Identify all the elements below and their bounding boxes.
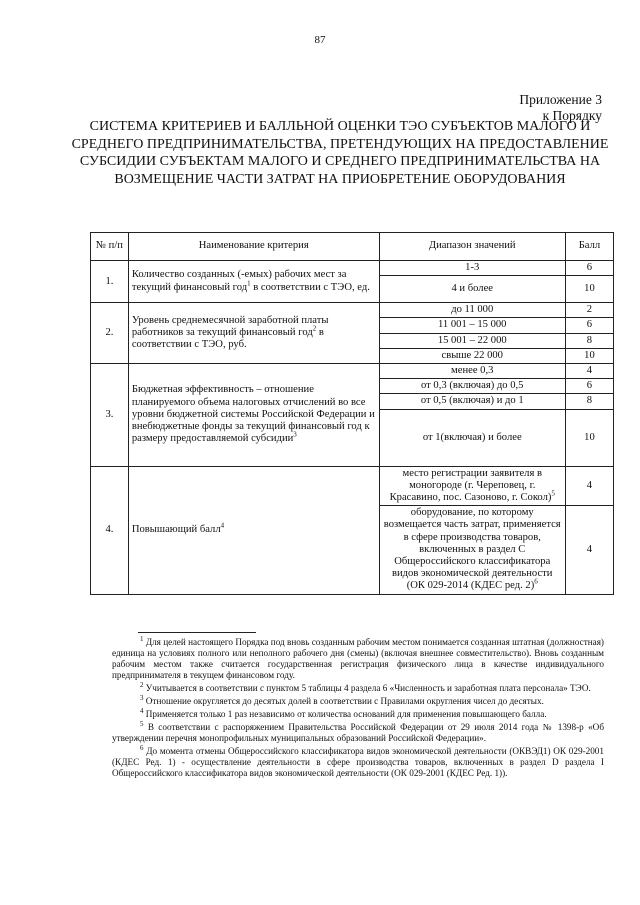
row1-score-1: 6 xyxy=(565,261,613,276)
table-row xyxy=(91,261,614,276)
row3-score-1: 4 xyxy=(565,364,613,379)
document-title: СИСТЕМА КРИТЕРИЕВ И БАЛЛЬНОЙ ОЦЕНКИ ТЭО СУБЪЕКТОВ МАЛОГО И СРЕДНЕГО ПРЕДПРИНИМАТЕЛЬСТВА, ПРЕТЕНДУЮЩИХ НА ПРЕДОСТАВЛЕНИЕ СУБСИДИИ СУБЪЕКТАМ МАЛОГО И СРЕДНЕГО ПРЕДПРИНИМАТЕЛЬСТВА НА ВОЗМЕЩЕНИЕ ЧАСТИ ЗАТРАТ НА ПРИОБРЕТЕНИЕ ОБОРУДОВАНИЯ xyxy=(71,119,609,187)
table-row xyxy=(91,303,614,318)
footnote-ref: 2 xyxy=(312,324,317,333)
footnote-mark: 6 xyxy=(140,743,144,752)
row3-score-4: 10 xyxy=(565,409,613,466)
row2-range-4: свыше 22 000 xyxy=(379,348,565,363)
row1-range-2: 4 и более xyxy=(379,276,565,303)
footnote-text: В соответствии с распоряжением Правительства Российской Федерации от 29 июля 2014 года № 1398-р «Об утверждении перечня монопрофильных муниципальных образований Российской Федерации». xyxy=(112,722,604,743)
footnotes xyxy=(112,634,604,781)
row4-range-1 xyxy=(379,466,565,506)
footnote xyxy=(112,743,604,779)
row3-name-text: Бюджетная эффективность – отношение планируемого объема налоговых отчислений во все уровни бюджетной системы Российской Федерации и внебюджетные фонды за текущий финансовый год к размеру предоставляемой субсидии xyxy=(131,384,375,445)
footnote-mark: 4 xyxy=(140,706,144,715)
table-row xyxy=(91,466,614,506)
footnote xyxy=(112,634,604,681)
row1-name-text: Количество созданных (-емых) рабочих мест за текущий финансовый год xyxy=(131,269,347,293)
criteria-table xyxy=(90,232,614,595)
footnote-mark: 1 xyxy=(140,634,144,643)
row4-name-text: Повышающий балл xyxy=(131,524,221,536)
row3-range-2: от 0,3 (включая) до 0,5 xyxy=(379,379,565,394)
header-num: № п/п xyxy=(91,233,129,261)
row3-score-3: 8 xyxy=(565,394,613,409)
footnote-ref: 3 xyxy=(293,430,297,439)
footnote xyxy=(112,706,604,720)
footnote-text: Для целей настоящего Порядка под вновь созданным рабочим местом понимается созданная штатная (должностная) единица на условиях полного или неполного рабочего дня (смены) (включая внешнее совместительство). Вновь созданным рабочим местом также считается государственная регистрация физического лица в качестве индивидуального предпринимателя в текущем финансовом году. xyxy=(112,637,604,680)
row4-name xyxy=(128,466,379,594)
appendix-line-2: к Порядку xyxy=(542,108,602,123)
row2-score-2: 6 xyxy=(565,318,613,333)
row2-range-3: 15 001 – 22 000 xyxy=(379,333,565,348)
row2-name xyxy=(128,303,379,364)
row3-name xyxy=(128,364,379,467)
footnote-mark: 2 xyxy=(140,680,144,689)
row2-num: 2. xyxy=(91,303,129,364)
footnote-ref: 5 xyxy=(551,489,555,498)
row2-score-1: 2 xyxy=(565,303,613,318)
table-row xyxy=(91,364,614,379)
footnote-text: Применяется только 1 раз независимо от количества оснований для применения повышающего балла. xyxy=(143,709,547,719)
footnote xyxy=(112,680,604,694)
row2-name-text: Уровень среднемесячной заработной платы работников за текущий финансовый год xyxy=(131,314,329,338)
footnote-ref: 1 xyxy=(247,279,251,288)
row1-range-1: 1-3 xyxy=(379,261,565,276)
row3-range-3: от 0,5 (включая) и до 1 xyxy=(379,394,565,409)
row2-score-4: 10 xyxy=(565,348,613,363)
footnote-mark: 3 xyxy=(140,693,144,702)
footnote-text: Отношение округляется до десятых долей в соответствии с Правилами округления чисел до десятых. xyxy=(143,696,544,706)
row2-score-3: 8 xyxy=(565,333,613,348)
row4-range-2 xyxy=(379,506,565,594)
footnote xyxy=(112,693,604,707)
row3-num: 3. xyxy=(91,364,129,467)
row4-range-2-text: оборудование, по которому возмещается часть затрат, применяется в сфере производства товаров, включенных в раздел С Общероссийского классификатора видов экономической деятельности (ОК 029-2014 (КДЕС ред. 2) xyxy=(383,507,561,592)
row1-name-tail: в соответствии с ТЭО, ед. xyxy=(250,281,370,293)
footnote-text: До момента отмены Общероссийского классификатора видов экономической деятельности (ОКВЭД1) ОК 029-2001 (КДЕС Ред. 1) - осуществление деятельности в сфере производства товаров, включенных в раздел D раздела I Общероссийского классификатора видов экономической деятельности (ОК 029-2001 (КДЕС Ред. 1)). xyxy=(112,746,604,778)
table-header-row xyxy=(91,233,614,261)
footnote-mark: 5 xyxy=(140,719,144,728)
footnote xyxy=(112,719,604,744)
row1-name xyxy=(128,261,379,303)
footnote-ref: 4 xyxy=(220,521,225,530)
header-name: Наименование критерия xyxy=(128,233,379,261)
row2-name-tail: в соответствии с ТЭО, руб. xyxy=(131,327,324,351)
row4-range-1-text: место регистрации заявителя в моногороде (г. Череповец, г. Красавино, пос. Сазоново, г. Сокол) xyxy=(389,467,552,504)
page-number: 87 xyxy=(314,34,326,46)
row4-score-2: 4 xyxy=(565,506,613,594)
footnote-ref: 6 xyxy=(534,577,538,586)
footnote-text: Учитывается в соответствии с пунктом 5 таблицы 4 раздела 6 «Численность и заработная плата персонала» ТЭО. xyxy=(143,683,591,693)
row4-score-1: 4 xyxy=(565,466,613,506)
row2-range-2: 11 001 – 15 000 xyxy=(379,318,565,333)
row2-range-1: до 11 000 xyxy=(379,303,565,318)
row3-range-1: менее 0,3 xyxy=(379,364,565,379)
header-range: Диапазон значений xyxy=(379,233,565,261)
row1-num: 1. xyxy=(91,261,129,303)
row4-num: 4. xyxy=(91,466,129,594)
appendix-line-1: Приложение 3 xyxy=(519,92,602,107)
row1-score-2: 10 xyxy=(565,276,613,303)
row3-score-2: 6 xyxy=(565,379,613,394)
row3-range-4: от 1(включая) и более xyxy=(379,409,565,466)
header-score: Балл xyxy=(565,233,613,261)
footnote-separator xyxy=(138,632,256,633)
